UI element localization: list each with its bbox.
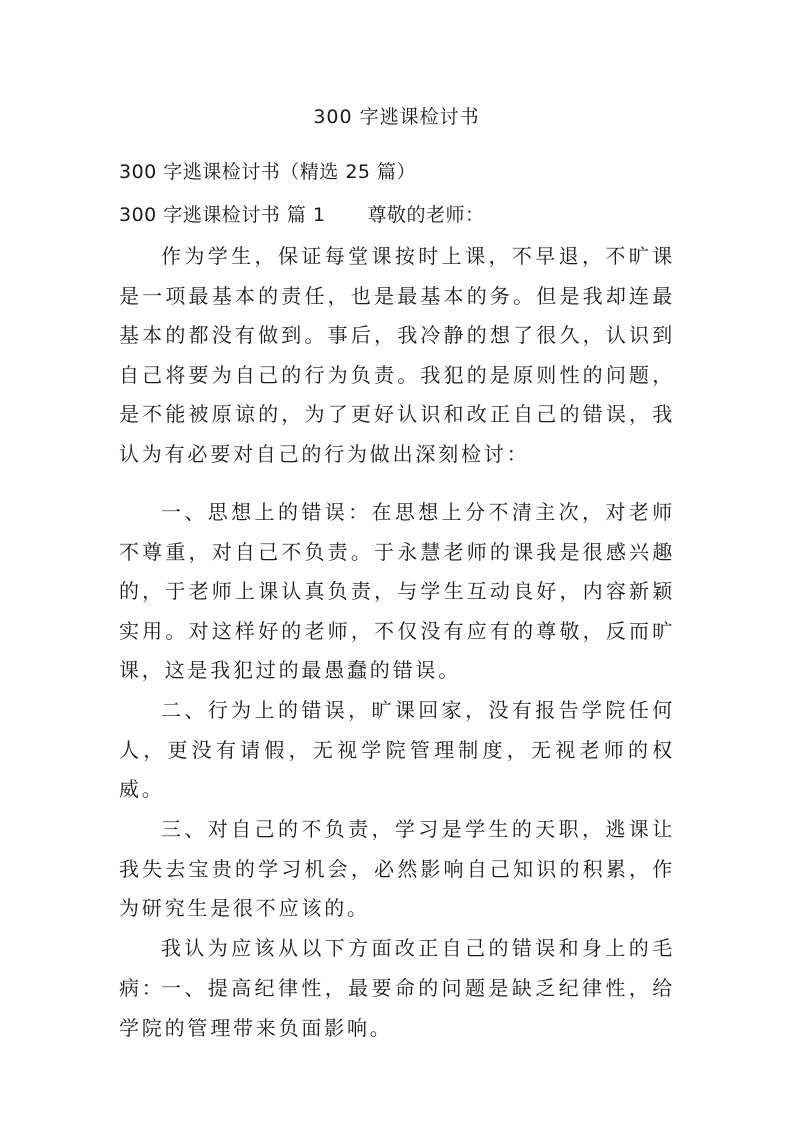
paragraph-point-2: 二、行为上的错误，旷课回家，没有报告学院任何人，更没有请假，无视学院管理制度，无视老师的权威。 (119, 698, 675, 801)
paragraph-point-3: 三、对自己的不负责，学习是学生的天职，逃课让我失去宝贵的学习机会，必然影响自己知识的积累，作为研究生是很不应该的。 (119, 817, 675, 920)
section-label: 300 字逃课检讨书 篇 1 (119, 204, 326, 226)
section-heading (119, 201, 485, 229)
paragraph-correction-1: 一、提高纪律性，最要命的问题是缺乏纪律性，给学院的管理带来负面影响。 (119, 976, 675, 1040)
paragraph-intro: 作为学生，保证每堂课按时上课，不早退，不旷课是一项最基本的责任，也是最基本的务。但是我却连最基本的都没有做到。事后，我冷静的想了很久，认识到自己将要为自己的行为负责。我犯的是原则性的问题，是不能被原谅的，为了更好认识和改正自己的错误，我认为有必要对自己的行为做出深刻检讨： (119, 244, 675, 466)
document-title: 300 字逃课检讨书 (313, 106, 480, 128)
document-subtitle: 300 字逃课检讨书（精选 25 篇） (119, 161, 417, 183)
paragraph-correction-intro: 我认为应该从以下方面改正自己的错误和身上的毛病： (119, 936, 675, 1000)
salutation: 尊敬的老师： (367, 204, 485, 226)
paragraph-point-1: 一、思想上的错误：在思想上分不清主次，对老师不尊重，对自己不负责。于永慧老师的课我是很感兴趣的，于老师上课认真负责，与学生互动良好，内容新颖实用。对这样好的老师，不仅没有应有的尊敬，反而旷课，这是我犯过的最愚蠢的错误。 (119, 500, 675, 682)
